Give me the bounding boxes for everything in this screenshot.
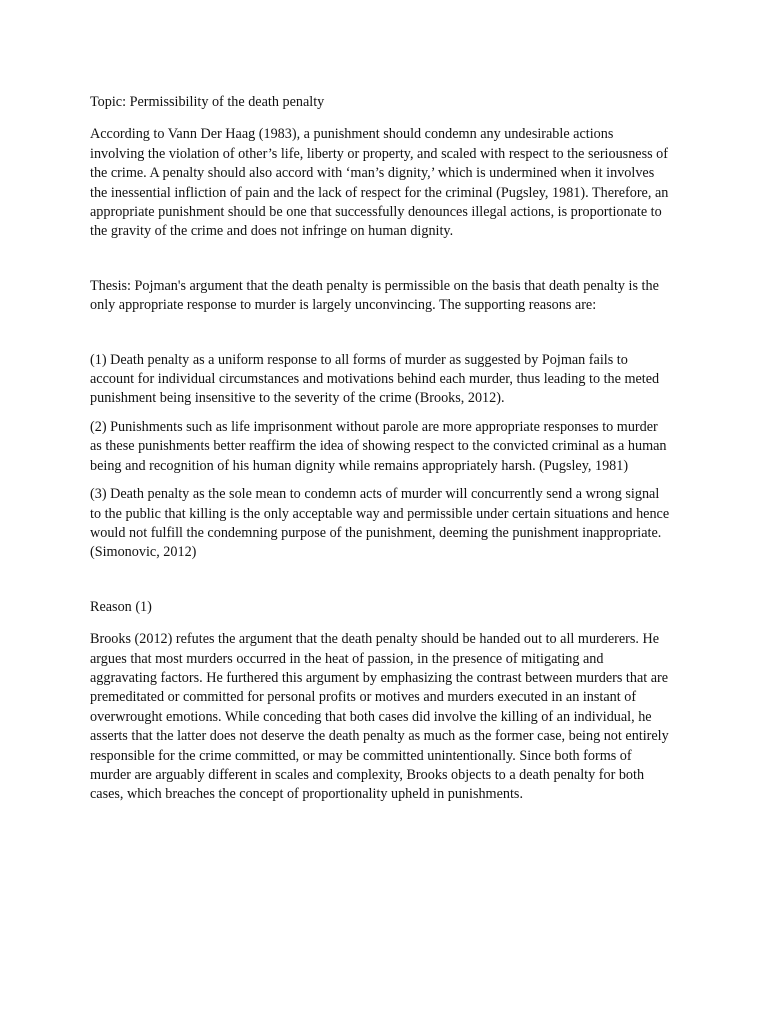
reason-item-3: (3) Death penalty as the sole mean to condemn acts of murder will concurrently send a wrong signal to the public that killing is the only acceptable way and permissible under certain situations and hence would not fulfill the condemning purpose of the punishment, deeming the punishment inappropriate. (Simonovic, 2012) — [90, 486, 670, 561]
intro-paragraph: According to Vann Der Haag (1983), a punishment should condemn any undesirable actions involving the violation of other’s life, liberty or property, and scaled with respect to the seriousness of the crime. A penalty should also accord with ‘man’s dignity,’ which is undermined when it involves the inessential infliction of pain and the lack of respect for the criminal (Pugsley, 1981). Therefore, an appropriate punishment should be one that successfully denounces illegal actions, is proportionate to the gravity of the crime and does not infringe on human dignity. — [90, 126, 669, 240]
document-page — [90, 93, 670, 805]
reason-1-heading: Reason (1) — [90, 598, 152, 615]
thesis-paragraph: Thesis: Pojman's argument that the death penalty is permissible on the basis that death penalty is the only appropriate response to murder is largely unconvincing. The supporting reasons are: — [90, 277, 659, 314]
reason-item-2: (2) Punishments such as life imprisonment without parole are more appropriate responses to murder as these punishments better reaffirm the idea of showing respect to the convicted criminal as a human being and recognition of his human dignity while remains appropriately harsh. (Pugsley, 1981) — [90, 418, 667, 474]
reason-item-1: (1) Death penalty as a uniform response to all forms of murder as suggested by Pojman fails to account for individual circumstances and motivations behind each murder, thus leading to the meted punishment being insensitive to the severity of the crime (Brooks, 2012). — [90, 351, 660, 407]
reason-1-body: Brooks (2012) refutes the argument that the death penalty should be handed out to all murderers. He argues that most murders occurred in the heat of passion, in the presence of mitigating and aggravating factors. He furthered this argument by emphasizing the contrast between murders that are premeditated or committed for personal profits or motives and murders executed in an instant of overwrought emotions. While conceding that both cases did involve the killing of an individual, he asserts that the latter does not deserve the death penalty as much as the former case, being not entirely responsible for the crime committed, or may be committed unintentionally. Since both forms of murder are arguably different in scales and complexity, Brooks objects to a death penalty for both cases, which breaches the concept of proportionality upheld in punishments. — [90, 631, 669, 803]
topic-line: Topic: Permissibility of the death penalty — [90, 94, 325, 110]
